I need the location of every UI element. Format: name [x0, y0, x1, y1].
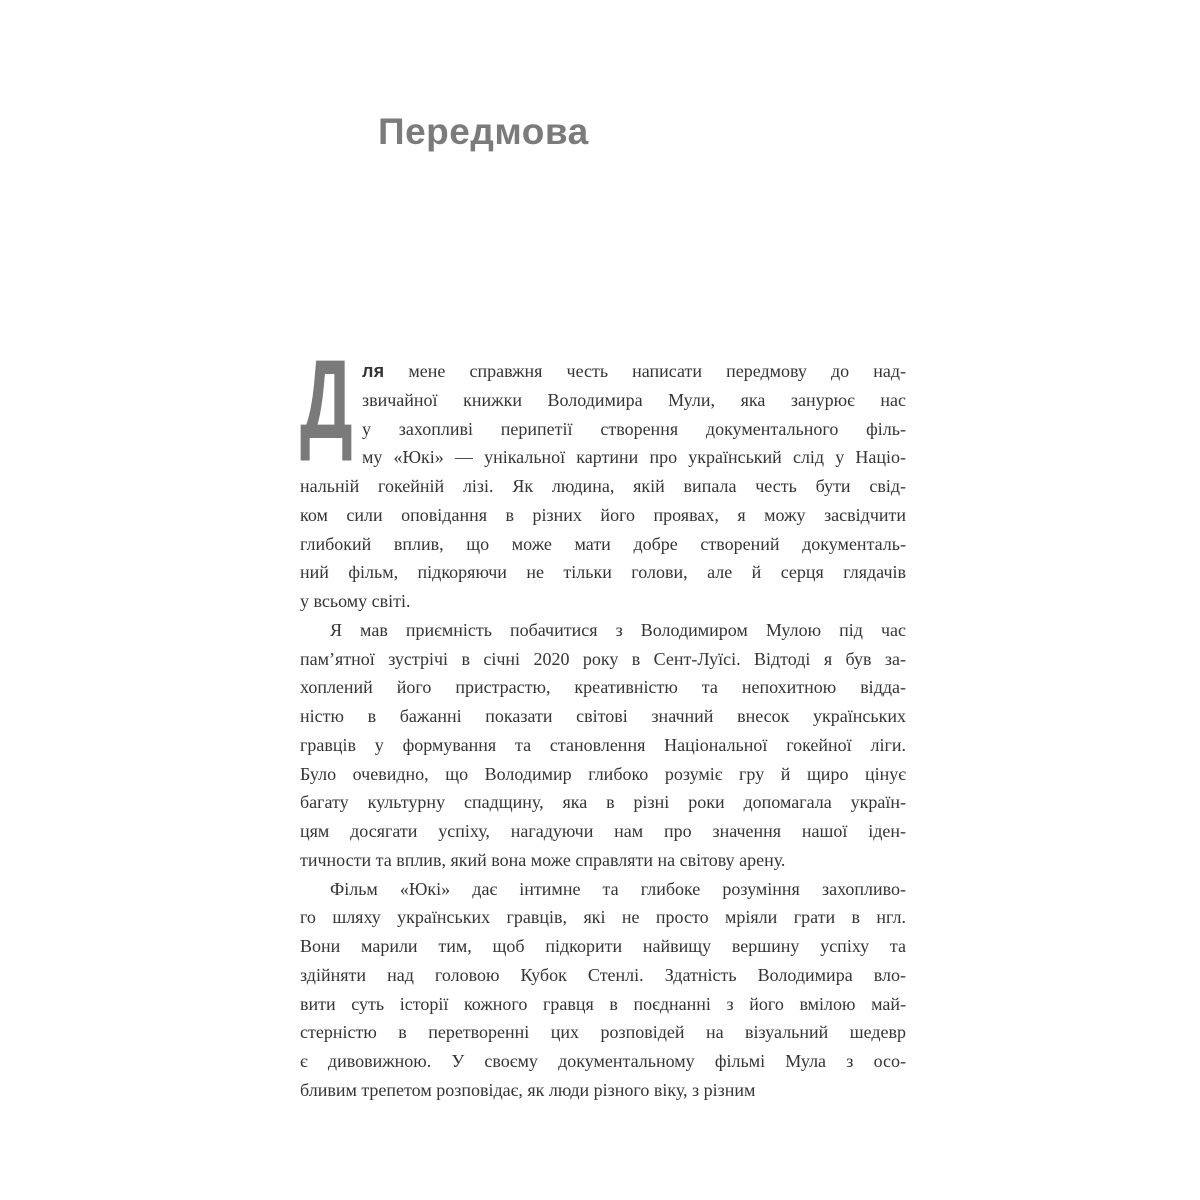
text-line: є дивовижною. У своєму документальному фільмі Мула з осо- [300, 1051, 906, 1071]
text-line: пам’ятної зустрічі в січні 2020 року в Сент-Луїсі. Відтоді я був за- [300, 648, 906, 669]
text-line: стерністю в перетворенні цих розповідей на візуальний шедевр [300, 1022, 906, 1043]
text-line: багату культурну спадщину, яка в різні роки допомагала україн- [300, 792, 906, 813]
text-line: Фільм «Юкі» дає інтимне та глибоке розуміння захопливо- [330, 878, 906, 899]
text-line: ний фільм, підкоряючи не тільки голови, але й серця глядачів [300, 562, 906, 583]
paragraph [300, 875, 906, 1105]
text-line: бливим трепетом розповідає, як люди різного віку, з різним [300, 1079, 756, 1100]
text-line: у захопливі перипетії створення документального філь- [362, 418, 906, 439]
paragraph [300, 616, 906, 875]
text-line: нальній гокейній лізі. Як людина, якій випала честь бути свід- [300, 476, 906, 496]
text-line: у всьому світі. [300, 591, 411, 611]
text-line: глибокий вплив, що може мати добре створений документаль- [300, 533, 906, 554]
text-line: здійняти над головою Кубок Стенлі. Здатність Володимира вло- [300, 964, 906, 985]
lead-bold-text: ля [362, 361, 385, 381]
text-line: вити суть історії кожного гравця в поєднанні з його вмілою май- [300, 993, 906, 1014]
text-line: Я мав приємність побачитися з Володимиром Мулою під час [330, 619, 906, 640]
text-line: Було очевидно, що Володимир глибоко розуміє гру й щиро цінує [300, 763, 906, 784]
text-line: ністю в бажанні показати світові значний внесок українських [300, 706, 906, 726]
text-line: тичности та вплив, який вона може справляти на світову арену. [300, 849, 786, 870]
text-line: хоплений його пристрастю, креативністю та непохитною відда- [300, 677, 906, 698]
text-line: гравців у формування та становлення Національної гокейної ліги. [300, 734, 906, 755]
text-column [300, 337, 906, 1105]
chapter-title: Передмова [378, 111, 589, 152]
text-line: ля мене справжня честь написати передмову до над- [362, 361, 906, 381]
text-line: го шляху українських гравців, які не просто мріяли грати в нгл. [300, 907, 906, 928]
paragraph [300, 337, 906, 616]
text-line: цям досягати успіху, нагадуючи нам про значення нашої іден- [300, 821, 906, 841]
text-line: му «Юкі» — унікальної картини про український слід у Націо- [362, 447, 906, 468]
text-line: звичайної книжки Володимира Мули, яка занурює нас [362, 389, 906, 410]
text-line: Вони марили тим, щоб підкорити найвищу вершину успіху та [300, 936, 906, 956]
text-line: ком сили оповідання в різних його проявах, я можу засвідчити [300, 504, 906, 525]
drop-cap-letter: Д [300, 337, 353, 462]
